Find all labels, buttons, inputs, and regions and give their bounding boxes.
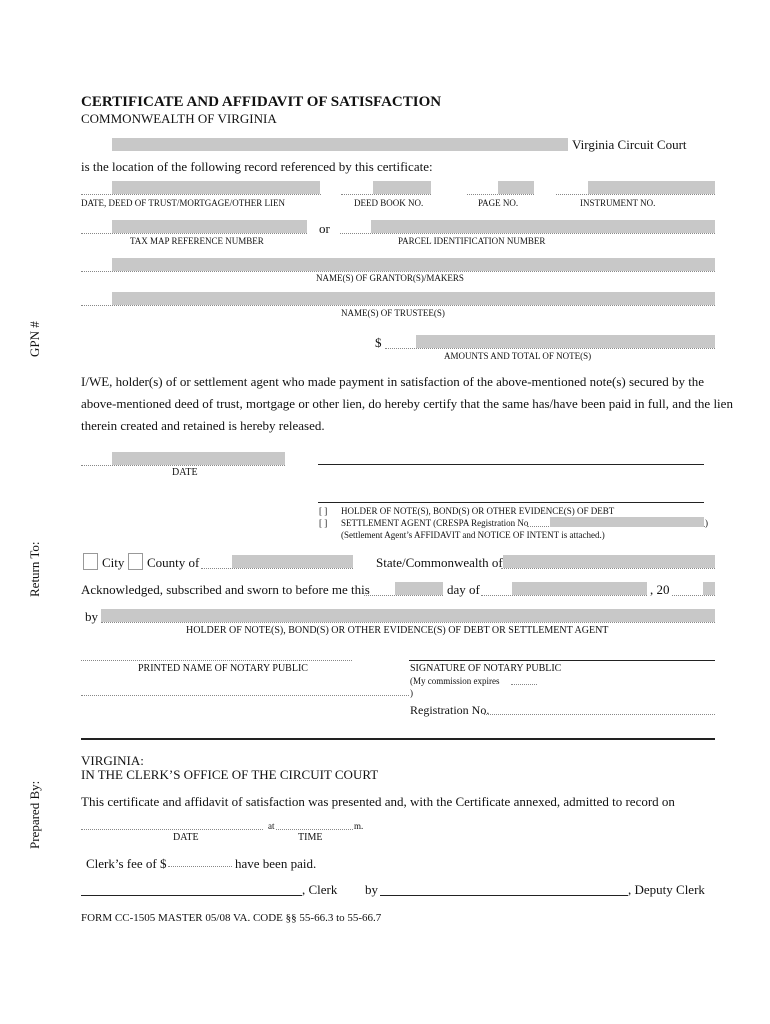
court-name-field[interactable]	[112, 138, 568, 151]
fee-suffix: have been paid.	[235, 856, 317, 871]
page-no-field[interactable]	[498, 181, 534, 194]
deed-date-field[interactable]	[112, 181, 320, 194]
clerk-label: , Clerk	[302, 882, 338, 897]
agent-note: (Settlement Agent’s AFFIDAVIT and NOTICE OF INTENT is attached.)	[341, 530, 605, 540]
state-field[interactable]	[503, 555, 715, 568]
form-subtitle: COMMONWEALTH OF VIRGINIA	[81, 111, 277, 126]
notary-extra-line[interactable]	[81, 695, 409, 696]
record-time-label: TIME	[298, 832, 323, 843]
day-of-label: day of	[447, 582, 480, 597]
dollar-sign: $	[375, 335, 382, 350]
m-label: m.	[354, 821, 364, 831]
clerk-signature-line[interactable]	[81, 895, 302, 896]
agent-close-paren: )	[705, 518, 708, 528]
registration-line[interactable]	[484, 714, 715, 715]
record-date-line[interactable]	[81, 829, 263, 830]
certification-line-3: therein created and retained is hereby released.	[81, 418, 325, 433]
fee-line[interactable]	[168, 866, 232, 867]
gpn-label: GPN #	[27, 321, 42, 357]
holder-label: HOLDER OF NOTE(S), BOND(S) OR OTHER EVIDENCE(S) OF DEBT	[341, 506, 615, 516]
clerk-office: IN THE CLERK’S OFFICE OF THE CIRCUIT COURT	[81, 767, 379, 782]
grantors-label: NAME(S) OF GRANTOR(S)/MAKERS	[316, 273, 464, 283]
instrument-no-label: INSTRUMENT NO.	[580, 198, 656, 208]
city-label: City	[102, 555, 125, 570]
commission-close: )	[410, 688, 413, 698]
record-time-line[interactable]	[276, 829, 353, 830]
county-field[interactable]	[232, 555, 353, 568]
signature-line-2[interactable]	[318, 502, 704, 503]
acknowledged-year-field[interactable]	[703, 582, 715, 595]
registration-label: Registration No.	[410, 703, 490, 717]
return-to-label: Return To:	[27, 541, 42, 597]
presented-text: This certificate and affidavit of satisfaction was presented and, with the Certificate annexed, admitted to record on	[81, 794, 675, 809]
year-prefix: , 20	[650, 582, 670, 597]
date-deed-label: DATE, DEED OF TRUST/MORTGAGE/OTHER LIEN	[81, 198, 286, 208]
record-date-label: DATE	[173, 832, 199, 843]
commission-label: (My commission expires	[410, 676, 500, 686]
printed-name-line[interactable]	[81, 660, 352, 661]
or-label: or	[319, 221, 330, 236]
agent-checkbox[interactable]: [ ]	[319, 518, 328, 528]
tax-map-label: TAX MAP REFERENCE NUMBER	[130, 236, 264, 246]
signature-date-field[interactable]	[112, 452, 285, 465]
trustees-field[interactable]	[112, 292, 715, 305]
grantors-field[interactable]	[112, 258, 715, 271]
tax-map-field[interactable]	[112, 220, 307, 233]
deputy-clerk-label: , Deputy Clerk	[628, 882, 705, 897]
instrument-no-field[interactable]	[588, 181, 715, 194]
signature-date-label: DATE	[172, 467, 198, 478]
form-footer: FORM CC-1505 MASTER 05/08 VA. CODE §§ 55-66.3 to 55-66.7	[81, 912, 382, 924]
signature-line-1[interactable]	[318, 464, 704, 465]
county-checkbox[interactable]	[128, 553, 143, 570]
location-text: is the location of the following record referenced by this certificate:	[81, 159, 433, 174]
printed-name-label: PRINTED NAME OF NOTARY PUBLIC	[138, 663, 308, 674]
parcel-id-label: PARCEL IDENTIFICATION NUMBER	[398, 236, 546, 246]
county-of-label: County of	[147, 555, 200, 570]
clerk-by-label: by	[365, 882, 378, 897]
notary-signature-line[interactable]	[409, 660, 715, 661]
acknowledged-month-field[interactable]	[512, 582, 647, 595]
form-title: CERTIFICATE AND AFFIDAVIT OF SATISFACTION	[81, 94, 442, 110]
deed-book-label: DEED BOOK NO.	[354, 198, 424, 208]
prepared-by-label: Prepared By:	[27, 780, 42, 849]
at-label: at	[268, 821, 275, 831]
agent-label: SETTLEMENT AGENT (CRESPA Registration No	[341, 518, 529, 528]
state-of-label: State/Commonwealth of	[376, 555, 503, 570]
notary-signature-label: SIGNATURE OF NOTARY PUBLIC	[410, 663, 562, 674]
section-divider	[81, 738, 715, 740]
city-checkbox[interactable]	[83, 553, 98, 570]
by-name-label: HOLDER OF NOTE(S), BOND(S) OR OTHER EVIDENCE(S) OF DEBT OR SETTLEMENT AGENT	[186, 625, 609, 636]
holder-checkbox[interactable]: [ ]	[319, 506, 328, 516]
fee-prefix: Clerk’s fee of $	[86, 856, 167, 871]
trustees-label: NAME(S) OF TRUSTEE(S)	[341, 308, 445, 318]
parcel-id-field[interactable]	[371, 220, 715, 233]
amounts-label: AMOUNTS AND TOTAL OF NOTE(S)	[444, 351, 592, 361]
court-label: Virginia Circuit Court	[572, 137, 687, 152]
page-no-label: PAGE NO.	[478, 198, 519, 208]
crespa-registration-field[interactable]	[550, 517, 704, 527]
certification-line-1: I/WE, holder(s) of or settlement agent who made payment in satisfaction of the above-mentioned note(s) secured by the	[81, 374, 705, 389]
acknowledged-text: Acknowledged, subscribed and sworn to before me this	[81, 582, 370, 597]
deed-book-field[interactable]	[373, 181, 431, 194]
amounts-field[interactable]	[416, 335, 715, 348]
deputy-clerk-line[interactable]	[380, 895, 628, 896]
certification-line-2: above-mentioned deed of trust, mortgage or other lien, do hereby certify that the same has/have been paid in full, and the lien	[81, 396, 733, 411]
clerk-virginia: VIRGINIA:	[81, 753, 144, 768]
by-label: by	[85, 609, 98, 624]
acknowledged-day-field[interactable]	[395, 582, 443, 595]
by-name-field[interactable]	[101, 609, 715, 622]
